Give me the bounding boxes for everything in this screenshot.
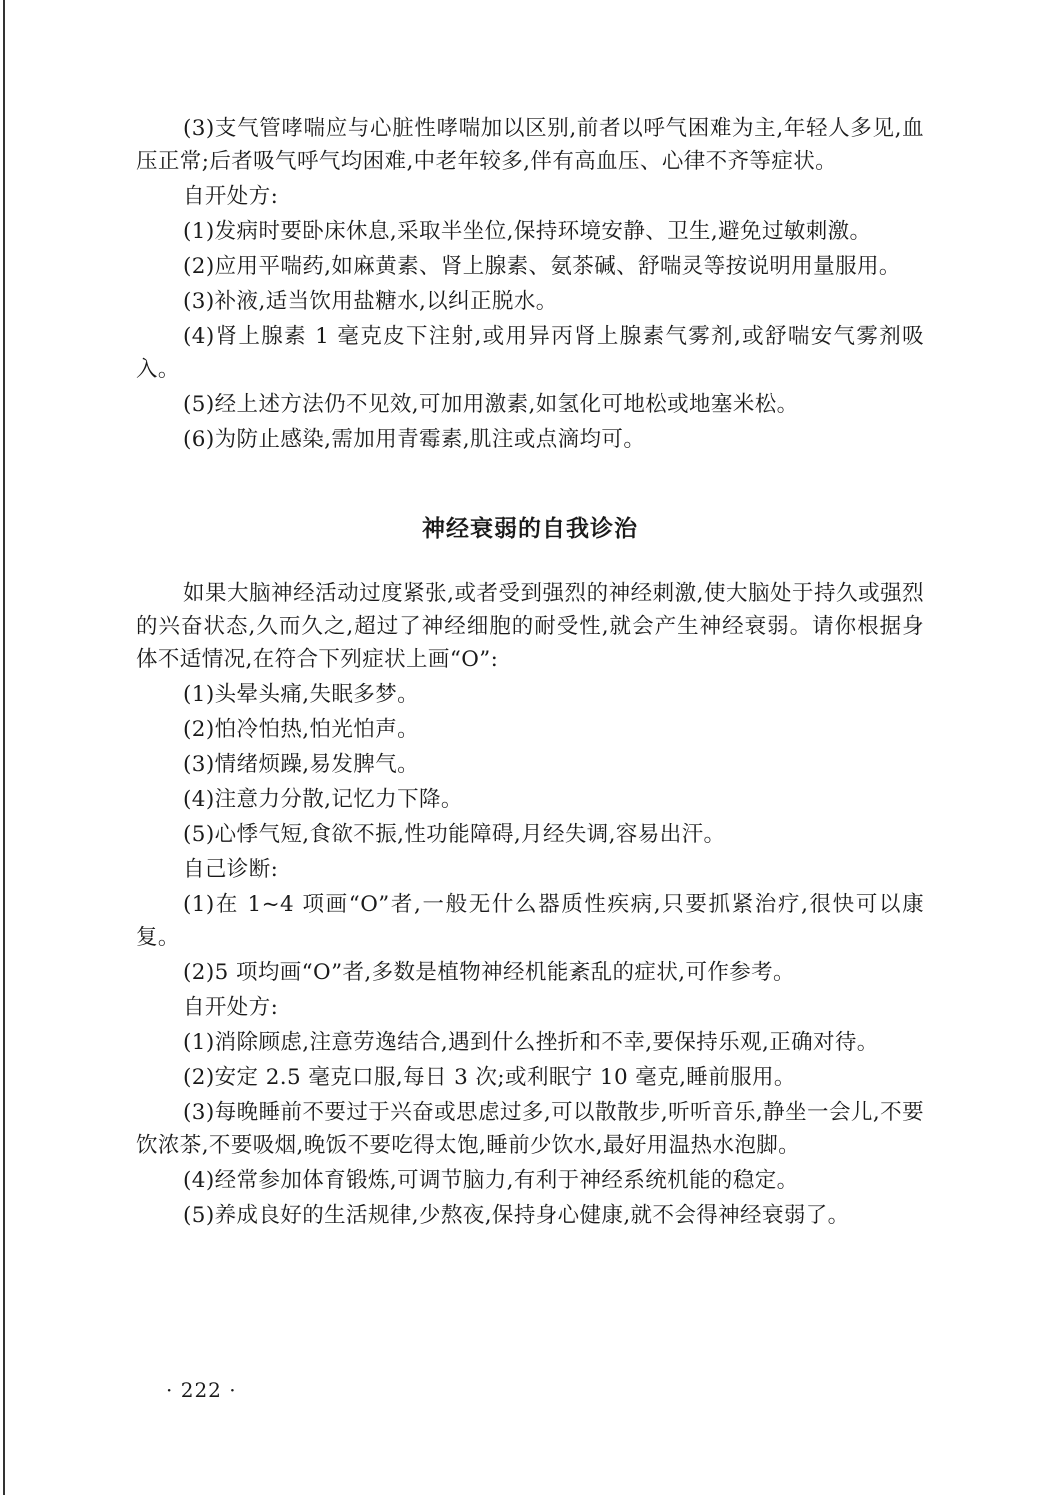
paragraph: 自开处方:: [183, 995, 279, 1020]
paragraph: (2)5 项均画“O”者,多数是植物神经机能紊乱的症状,可作参考。: [183, 960, 795, 985]
paragraph: (4)注意力分散,记忆力下降。: [183, 787, 463, 812]
paragraph: (1)发病时要卧床休息,采取半坐位,保持环境安静、卫生,避免过敏刺激。: [183, 219, 872, 244]
paragraph: (3)情绪烦躁,易发脾气。: [183, 752, 419, 777]
paragraph: (3)每晚睡前不要过于兴奋或思虑过多,可以散散步,听听音乐,静坐一会儿,不要饮浓茶,不要吸烟,晚饭不要吃得太饱,睡前少饮水,最好用温热水泡脚。: [136, 1100, 924, 1158]
page-number: · 222 ·: [166, 1378, 237, 1402]
paragraph: (5)经上述方法仍不见效,可加用激素,如氢化可地松或地塞米松。: [183, 392, 799, 417]
section-body: [136, 577, 924, 1232]
paragraph: 自开处方:: [183, 184, 279, 209]
paragraph: (5)养成良好的生活规律,少熬夜,保持身心健康,就不会得神经衰弱了。: [183, 1203, 850, 1228]
paragraph: (1)消除顾虑,注意劳逸结合,遇到什么挫折和不幸,要保持乐观,正确对待。: [183, 1030, 879, 1055]
page-left-border: [3, 0, 5, 1495]
paragraph: 如果大脑神经活动过度紧张,或者受到强烈的神经刺激,使大脑处于持久或强烈的兴奋状态,久而久之,超过了神经细胞的耐受性,就会产生神经衰弱。请你根据身体不适情况,在符合下列症状上画“O”:: [136, 581, 924, 672]
paragraph: (3)补液,适当饮用盐糖水,以纠正脱水。: [183, 289, 558, 314]
paragraph: (2)安定 2.5 毫克口服,每日 3 次;或利眠宁 10 毫克,睡前服用。: [183, 1065, 796, 1090]
paragraph: (5)心悸气短,食欲不振,性功能障碍,月经失调,容易出汗。: [183, 822, 726, 847]
paragraph: (3)支气管哮喘应与心脏性哮喘加以区别,前者以呼气困难为主,年轻人多见,血压正常;后者吸气呼气均困难,中老年较多,伴有高血压、心律不齐等症状。: [136, 116, 924, 174]
paragraph: 自己诊断:: [183, 857, 279, 882]
paragraph: (1)头晕头痛,失眠多梦。: [183, 682, 419, 707]
paragraph: (4)经常参加体育锻炼,可调节脑力,有利于神经系统机能的稳定。: [183, 1168, 799, 1193]
paragraph: (6)为防止感染,需加用青霉素,肌注或点滴均可。: [183, 427, 646, 452]
paragraph: (2)应用平喘药,如麻黄素、肾上腺素、氨茶碱、舒喘灵等按说明用量服用。: [183, 254, 901, 279]
section-title: 神经衰弱的自我诊治: [422, 516, 638, 542]
paragraph: (4)肾上腺素 1 毫克皮下注射,或用异丙肾上腺素气雾剂,或舒喘安气雾剂吸入。: [136, 324, 924, 382]
paragraph: (1)在 1~4 项画“O”者,一般无什么器质性疾病,只要抓紧治疗,很快可以康复。: [136, 892, 924, 950]
page-content: [136, 112, 924, 1234]
top-section: [136, 112, 924, 456]
paragraph: (2)怕冷怕热,怕光怕声。: [183, 717, 419, 742]
